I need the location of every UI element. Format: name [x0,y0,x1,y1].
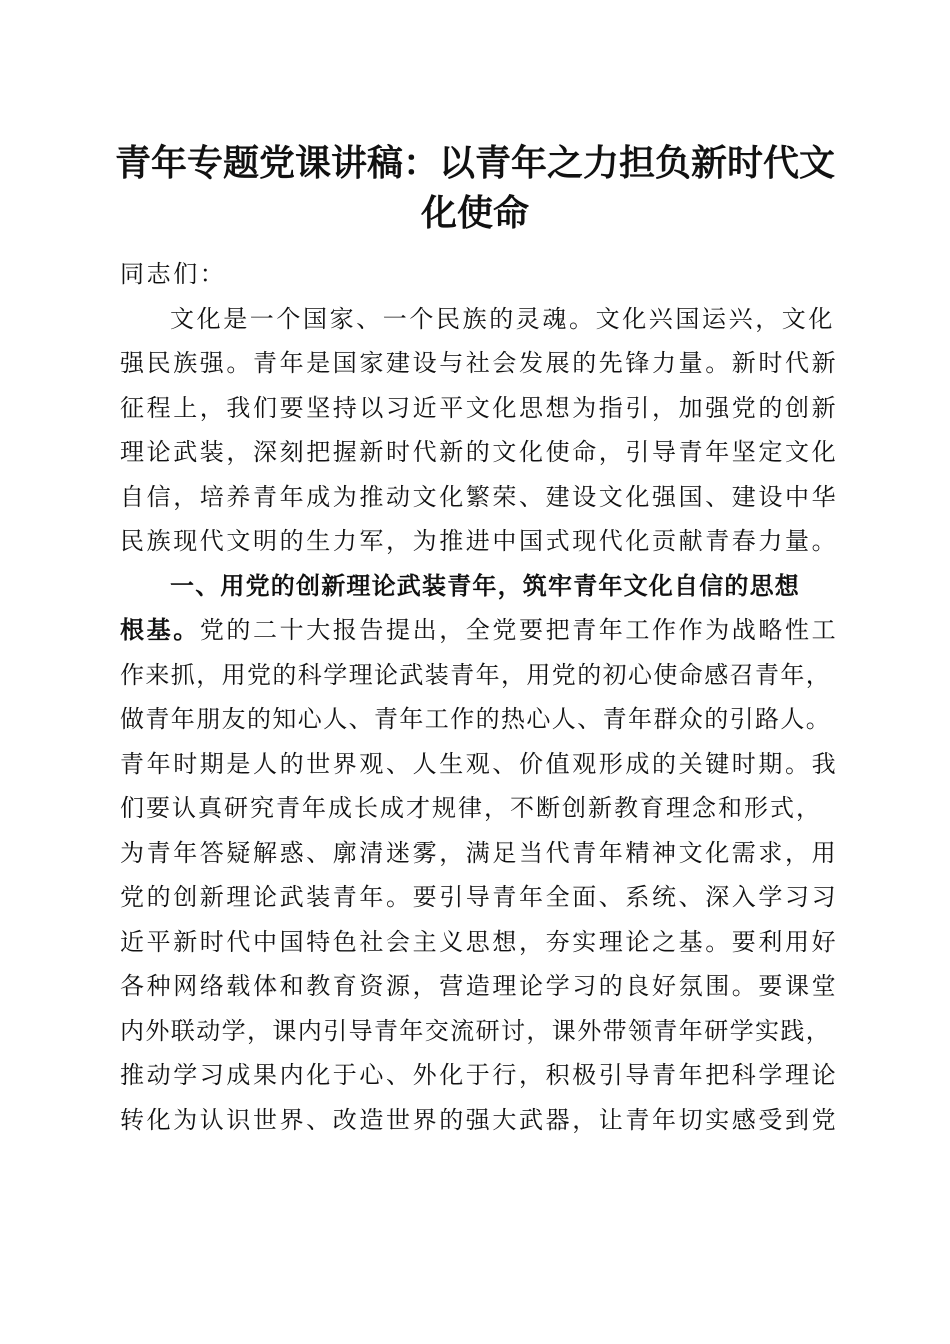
title-line-1: 青年专题党课讲稿：以青年之力担负新时代文 [115,142,836,184]
paragraph-line: 强民族强。青年是国家建设与社会发展的先锋力量。新时代新 [120,349,839,377]
paragraph-line-rest: 党的二十大报告提出，全党要把青年工作作为战略性工 [199,616,839,644]
paragraph-line: 作来抓，用党的科学理论武装青年，用党的初心使命感召青年， [120,660,832,689]
paragraph-line: 青年时期是人的世界观、人生观、价值观形成的关键时期。我 [120,749,839,778]
paragraph-line: 转化为认识世界、改造世界的强大武器，让青年切实感受到党 [120,1105,839,1134]
paragraph-line: 文化是一个国家、一个民族的灵魂。文化兴国运兴，文化 [170,304,835,333]
title-line-2: 化使命 [420,192,529,234]
section-heading-continuation [120,608,840,653]
paragraph-line: 们要认真研究青年成长成才规律，不断创新教育理念和形式， [120,794,822,822]
paragraph-line: 内外联动学，课内引导青年交流研讨，课外带领青年研学实践， [120,1016,832,1045]
section-heading-line: 一、用党的创新理论武装青年，筑牢青年文化自信的思想 [170,570,800,600]
paragraph-line: 征程上，我们要坚持以习近平文化思想为指引，加强党的创新 [120,393,839,422]
document-title [115,138,835,238]
paragraph-line: 做青年朋友的知心人、青年工作的热心人、青年群众的引路人。 [120,705,832,733]
paragraph-line: 为青年答疑解惑、廓清迷雾，满足当代青年精神文化需求，用 [120,838,839,867]
paragraph-line: 近平新时代中国特色社会主义思想，夯实理论之基。要利用好 [120,927,839,956]
paragraph-line: 民族现代文明的生力军，为推进中国式现代化贡献青春力量。 [120,527,839,555]
section-heading-end: 根基。 [120,615,200,644]
document-body [120,252,840,1142]
paragraph-line: 理论武装，深刻把握新时代新的文化使命，引导青年坚定文化 [120,438,839,466]
paragraph-line: 自信，培养青年成为推动文化繁荣、建设文化强国、建设中华 [120,482,839,511]
paragraph-line: 推动学习成果内化于心、外化于行，积极引导青年把科学理论 [120,1061,839,1089]
paragraph-line: 党的创新理论武装青年。要引导青年全面、系统、深入学习习 [120,883,839,911]
paragraph-line: 各种网络载体和教育资源，营造理论学习的良好氛围。要课堂 [120,972,839,1000]
salutation: 同志们： [120,260,227,288]
